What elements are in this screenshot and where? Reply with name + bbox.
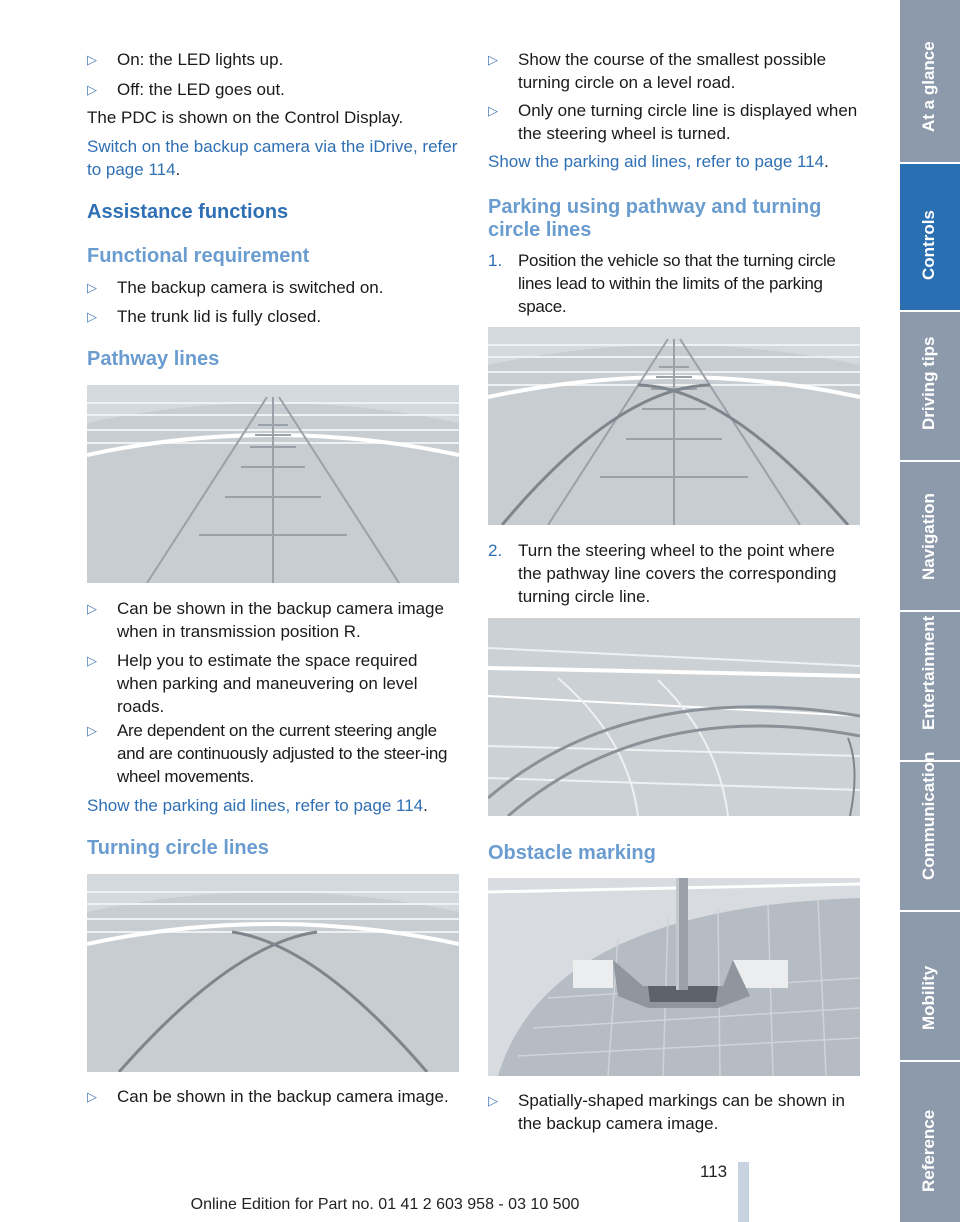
bullet-marker-icon: ▷ bbox=[87, 1089, 97, 1104]
step-item: 2. Turn the steering wheel to the point where the pathway line covers the corresponding turning circle line. bbox=[488, 541, 837, 606]
camera-link[interactable]: Switch on the backup camera via the iDrive, refer to page 114 bbox=[87, 137, 458, 179]
bullet-item: ▷ Only one turning circle line is displayed when the steering wheel is turned. bbox=[488, 101, 858, 143]
heading-turning: Turning circle lines bbox=[87, 837, 269, 859]
tab-navigation[interactable]: Navigation bbox=[900, 462, 960, 610]
camera-paragraph: Switch on the backup camera via the iDrive, refer to page 114. bbox=[87, 137, 458, 179]
tab-mobility[interactable]: Mobility bbox=[900, 912, 960, 1060]
bullet-item: ▷ Are dependent on the current steering angle and are continuously adjusted to the steer-ing wheel movements. bbox=[87, 721, 448, 786]
tab-entertainment[interactable]: Entertainment bbox=[900, 612, 960, 760]
bullet-marker-icon: ▷ bbox=[87, 601, 97, 616]
bullet-marker-icon: ▷ bbox=[87, 82, 97, 97]
page-number: 113 bbox=[700, 1162, 728, 1181]
bullet-marker-icon: ▷ bbox=[87, 52, 97, 67]
footer: Online Edition for Part no. 01 41 2 603 958 - 03 10 500 bbox=[190, 1196, 580, 1213]
tab-at-a-glance[interactable]: At a glance bbox=[900, 0, 960, 162]
parking-aid-link[interactable]: Show the parking aid lines, refer to page 114 bbox=[488, 152, 825, 171]
bullet-marker-icon: ▷ bbox=[87, 653, 97, 668]
parking-paragraph: Show the parking aid lines, refer to page 114. bbox=[488, 152, 829, 171]
tab-reference[interactable]: Reference bbox=[900, 1062, 960, 1222]
tab-driving-tips[interactable]: Driving tips bbox=[900, 312, 960, 460]
chapter-sidebar bbox=[900, 0, 960, 1222]
bullet-item: ▷ Off: the LED goes out. bbox=[87, 80, 285, 99]
bullet-item: ▷ On: the LED lights up. bbox=[87, 50, 284, 69]
turning-circle-image bbox=[87, 874, 459, 1072]
bullet-item: ▷ Help you to estimate the space required when parking and maneuvering on level roads. bbox=[87, 651, 418, 716]
parking-step2-image bbox=[488, 618, 860, 816]
heading-requirement: Functional requirement bbox=[87, 245, 310, 267]
bullet-item: ▷ Show the course of the smallest possible turning circle on a level road. bbox=[488, 50, 827, 92]
pdc-text: The PDC is shown on the Control Display. bbox=[87, 108, 404, 127]
bullet-item: ▷ Spatially-shaped markings can be shown in the backup camera image. bbox=[488, 1091, 845, 1133]
bullet-item: ▷ The backup camera is switched on. bbox=[87, 278, 384, 297]
bullet-marker-icon: ▷ bbox=[87, 723, 97, 738]
bullet-marker-icon: ▷ bbox=[87, 309, 97, 324]
bullet-marker-icon: ▷ bbox=[488, 52, 498, 67]
pathway-lines-image bbox=[87, 385, 459, 583]
tab-communication[interactable]: Communication bbox=[900, 762, 960, 910]
bullet-item: ▷ Can be shown in the backup camera image when in transmission position R. bbox=[87, 599, 444, 641]
heading-obstacle: Obstacle marking bbox=[488, 842, 656, 864]
heading-assistance: Assistance functions bbox=[87, 201, 289, 223]
bullet-marker-icon: ▷ bbox=[488, 1093, 498, 1108]
pathway-paragraph: Show the parking aid lines, refer to page 114. bbox=[87, 796, 428, 815]
bullet-marker-icon: ▷ bbox=[488, 103, 498, 118]
step-item: 1. Position the vehicle so that the turning circle lines lead to within the limits of the parking space. bbox=[488, 251, 836, 316]
bullet-item: ▷ The trunk lid is fully closed. bbox=[87, 307, 322, 326]
heading-parking: Parking using pathway and turning circle lines bbox=[488, 196, 822, 241]
parking-step1-image bbox=[488, 327, 860, 525]
tab-controls[interactable]: Controls bbox=[900, 164, 960, 310]
heading-pathway: Pathway lines bbox=[87, 348, 220, 370]
parking-aid-link[interactable]: Show the parking aid lines, refer to page 114 bbox=[87, 796, 424, 815]
bullet-marker-icon: ▷ bbox=[87, 280, 97, 295]
bullet-item: ▷ Can be shown in the backup camera image. bbox=[87, 1087, 449, 1106]
obstacle-marking-image bbox=[488, 878, 860, 1076]
